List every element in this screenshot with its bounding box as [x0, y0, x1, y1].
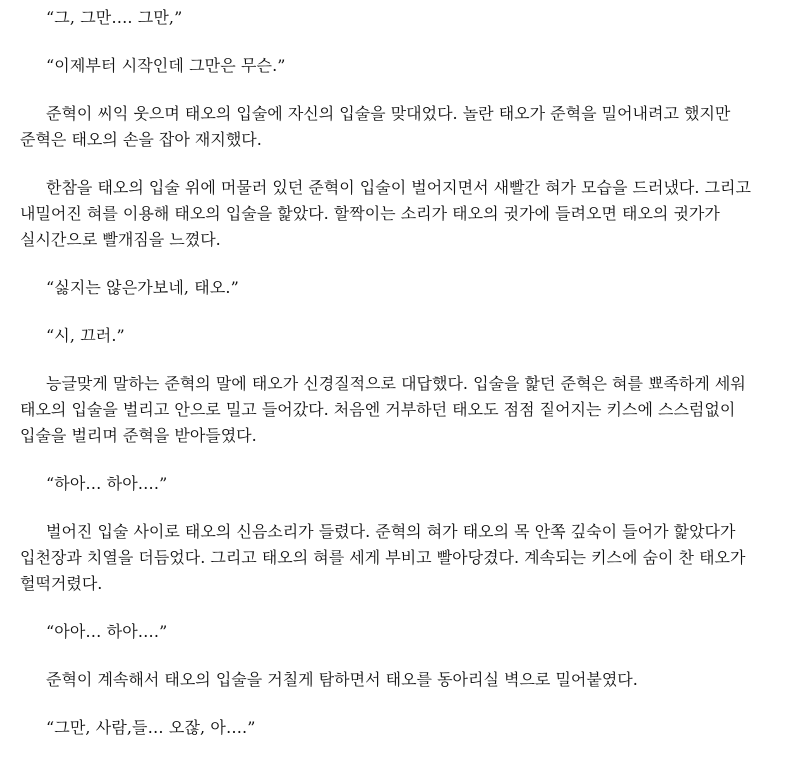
- paragraph-narration: 준혁이 계속해서 태오의 입술을 거칠게 탐하면서 태오를 동아리실 벽으로 밀어붙였다.: [46, 670, 638, 689]
- paragraph-dialogue: “시, 끄러.”: [46, 326, 125, 345]
- paragraph-dialogue: “그만, 사람,들… 오잖, 아….”: [46, 718, 256, 737]
- paragraph-dialogue: “아아… 하아….”: [46, 622, 168, 641]
- paragraph-dialogue: “하아… 하아….”: [46, 474, 168, 493]
- paragraph-dialogue: “이제부터 시작인데 그만은 무슨.”: [46, 56, 286, 75]
- paragraph-narration: 준혁이 씨익 웃으며 태오의 입술에 자신의 입술을 맞대었다. 놀란 태오가 준혁을 밀어내려고 했지만 준혁은 태오의 손을 잡아 재지했다.: [20, 104, 731, 149]
- paragraph-narration: 벌어진 입술 사이로 태오의 신음소리가 들렸다. 준혁의 혀가 태오의 목 안쪽 깊숙이 들어가 핥았다가 입천장과 치열을 더듬었다. 그리고 태오의 혀를 세게 부비고 빨아당겼다. 계속되는 키스에 숨이 찬 태오가 헐떡거렸다.: [20, 522, 746, 593]
- paragraph-narration: 한참을 태오의 입술 위에 머물러 있던 준혁이 입술이 벌어지면서 새빨간 혀가 모습을 드러냈다. 그리고 내밀어진 혀를 이용해 태오의 입술을 핥았다. 할짝이는 소리가 태오의 귓가에 들려오면 태오의 귓가가 실시간으로 빨개짐을 느꼈다.: [20, 178, 751, 249]
- paragraph-dialogue: “그, 그만…. 그만,”: [46, 8, 183, 27]
- paragraph-narration: 능글맞게 말하는 준혁의 말에 태오가 신경질적으로 대답했다. 입술을 핥던 준혁은 혀를 뾰족하게 세워 태오의 입술을 벌리고 안으로 밀고 들어갔다. 처음엔 거부하던 태오도 점점 짙어지는 키스에 스스럼없이 입술을 벌리며 준혁을 받아들였다.: [20, 374, 746, 445]
- paragraph-dialogue: “싫지는 않은가보네, 태오.”: [46, 278, 239, 297]
